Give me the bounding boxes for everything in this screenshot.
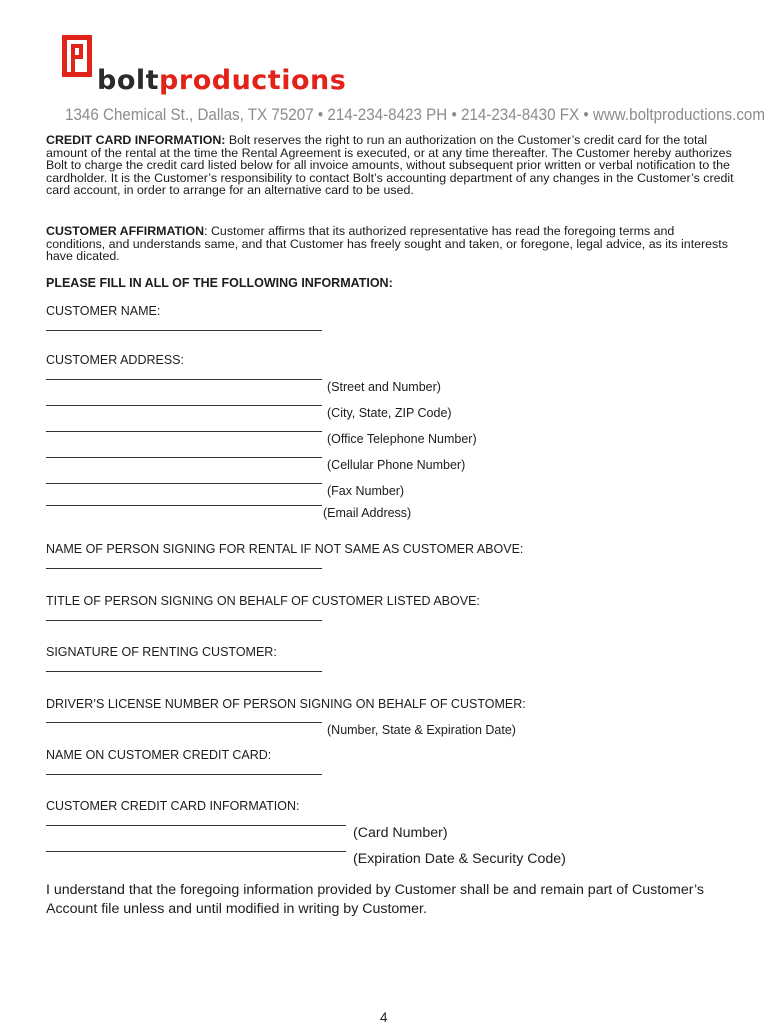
signer-title-field[interactable] <box>46 620 322 621</box>
customer-affirmation-text: : Customer affirms that its authorized representative has read the foregoing terms and conditions, and understands same, and that Customer has freely sought and taken, or foregone, legal advice, as its interests have dicated. <box>46 224 728 264</box>
customer-name-label: CUSTOMER NAME: <box>46 304 161 318</box>
customer-affirmation-paragraph <box>46 225 736 263</box>
customer-affirmation-heading: CUSTOMER AFFIRMATION <box>46 224 205 238</box>
office-phone-hint: (Office Telephone Number) <box>327 432 477 446</box>
email-hint: (Email Address) <box>323 506 412 520</box>
card-name-label: NAME ON CUSTOMER CREDIT CARD: <box>46 748 272 762</box>
closing-statement: I understand that the foregoing information provided by Customer shall be and remain part of Customer’s Account file unless and until modified in writing by Customer. <box>46 882 704 917</box>
cell-phone-field[interactable] <box>46 457 322 458</box>
card-name-field[interactable] <box>46 774 322 775</box>
brand-part-bolt: bolt <box>97 65 160 96</box>
signature-label: SIGNATURE OF RENTING CUSTOMER: <box>46 645 277 659</box>
cell-phone-hint: (Cellular Phone Number) <box>327 458 466 472</box>
company-address: 1346 Chemical St., Dallas, TX 75207 • 214-234-8423 PH • 214-234-8430 FX • www.boltproductions.com <box>65 106 766 124</box>
page-number: 4 <box>380 1010 388 1025</box>
office-phone-field[interactable] <box>46 431 322 432</box>
card-number-field[interactable] <box>46 825 346 826</box>
city-hint: (City, State, ZIP Code) <box>327 406 452 420</box>
expiration-hint: (Expiration Date & Security Code) <box>353 851 566 867</box>
signer-name-label: NAME OF PERSON SIGNING FOR RENTAL IF NOT SAME AS CUSTOMER ABOVE: <box>46 542 524 556</box>
brand-part-productions: productions <box>159 65 347 96</box>
fax-hint: (Fax Number) <box>327 484 405 498</box>
credit-card-info-paragraph <box>46 134 736 197</box>
card-number-hint: (Card Number) <box>353 825 448 841</box>
credit-card-info-text: Bolt reserves the right to run an authorization on the Customer’s credit card for the total amount of the rental at the time the Rental Agreement is executed, or at any time thereafter. The Customer hereby authorizes Bolt to charge the credit card listed below for all invoice amounts, without subsequent prior written or verbal notification to the cardholder. It is the Customer’s responsibility to contact Bolt’s accounting department of any changes in the Customer’s credit card account, in order to arrange for an alternative card to be used. <box>46 133 734 198</box>
fill-instruction: PLEASE FILL IN ALL OF THE FOLLOWING INFORMATION: <box>46 276 393 290</box>
license-field[interactable] <box>46 722 322 723</box>
expiration-field[interactable] <box>46 851 346 852</box>
customer-name-field[interactable] <box>46 330 322 331</box>
card-info-label: CUSTOMER CREDIT CARD INFORMATION: <box>46 799 300 813</box>
credit-card-info-heading: CREDIT CARD INFORMATION: <box>46 133 226 147</box>
fax-field[interactable] <box>46 483 322 484</box>
brand-name <box>97 66 346 96</box>
signature-field[interactable] <box>46 671 322 672</box>
license-label: DRIVER’S LICENSE NUMBER OF PERSON SIGNING ON BEHALF OF CUSTOMER: <box>46 697 526 711</box>
license-hint: (Number, State & Expiration Date) <box>327 723 516 737</box>
street-hint: (Street and Number) <box>327 380 441 394</box>
signer-name-field[interactable] <box>46 568 322 569</box>
email-field[interactable] <box>46 505 322 506</box>
signer-title-label: TITLE OF PERSON SIGNING ON BEHALF OF CUSTOMER LISTED ABOVE: <box>46 594 480 608</box>
bolt-logo-icon <box>62 35 92 77</box>
street-field[interactable] <box>46 379 322 380</box>
city-field[interactable] <box>46 405 322 406</box>
customer-address-label: CUSTOMER ADDRESS: <box>46 353 184 367</box>
